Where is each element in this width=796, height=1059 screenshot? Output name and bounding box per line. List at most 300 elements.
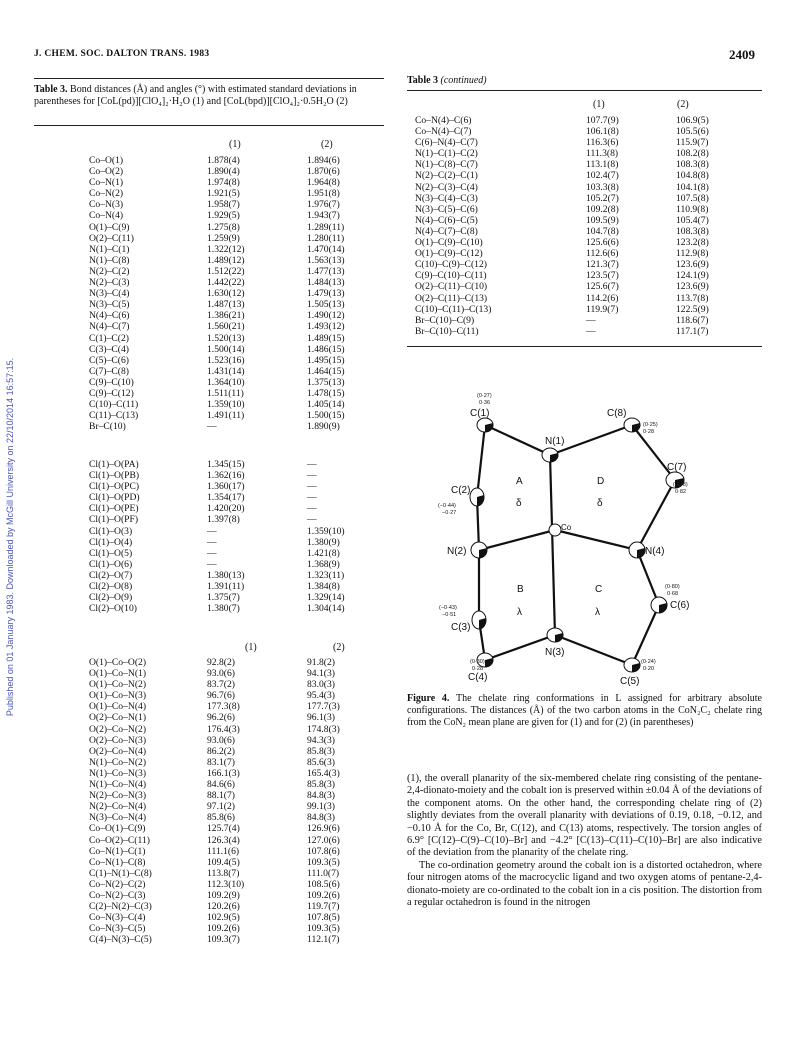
atom-n2-label: N(2): [447, 546, 467, 557]
value-2: 84.8(3): [307, 812, 335, 824]
value-1: 1.420(20): [207, 503, 245, 515]
bond-label: C(2)–N(2)–C(3): [89, 901, 152, 913]
value-2: 1.493(12): [307, 321, 345, 333]
value-2: 1.964(8): [307, 177, 340, 189]
value-1: 125.6(6): [586, 237, 619, 249]
col-header-1: (1): [229, 139, 241, 150]
table-row: [415, 315, 746, 326]
value-2: 107.8(6): [307, 845, 340, 857]
value-2: 117.1(7): [676, 325, 709, 337]
value-1: 109.3(7): [207, 934, 240, 946]
table-row: [89, 812, 377, 823]
table-row: [89, 835, 377, 846]
value-1: 1.512(22): [207, 265, 245, 277]
value-1: 113.8(7): [207, 867, 240, 879]
value-2: 1.563(13): [307, 254, 345, 266]
value-2: 1.421(8): [307, 547, 340, 559]
table-row: [415, 148, 746, 159]
bond-label: N(3)–Co–N(4): [89, 812, 147, 824]
value-2: —: [307, 459, 317, 470]
value-1: 109.2(6): [207, 923, 240, 935]
value-1: 1.442(22): [207, 277, 245, 289]
bond-label: Br–C(10)–C(9): [415, 314, 475, 326]
table-row: [89, 603, 377, 614]
bond-label: Co–O(1)–C(9): [89, 823, 146, 835]
value-2: 85.8(3): [307, 745, 335, 757]
table-row: [415, 304, 746, 315]
figure4-caption: [407, 693, 762, 729]
value-2: 112.9(8): [676, 248, 709, 260]
value-2: 110.9(8): [676, 203, 709, 215]
bond-label: Br–C(10): [89, 421, 126, 433]
bond-label: N(3)–C(5)–C(6): [415, 203, 478, 215]
bond-label: N(2)–C(2)–C(1): [415, 170, 478, 182]
table-row: [89, 492, 377, 503]
value-2: 174.8(3): [307, 723, 340, 735]
table-row: [89, 679, 377, 690]
bond-label: N(1)–C(1)–C(2): [415, 148, 478, 160]
value-2: 119.7(7): [307, 901, 340, 913]
value-2: 1.477(13): [307, 265, 345, 277]
dev-c6-2: (0·80): [665, 584, 680, 590]
bond-label: Cl(1)–O(3): [89, 525, 133, 537]
bond-label: O(1)–Co–N(1): [89, 668, 147, 680]
value-1: 111.3(8): [586, 148, 619, 160]
dev-c4-2: (0·30): [470, 659, 485, 665]
bond-angle-cont-table: [415, 115, 746, 337]
atom-co-label: Co: [561, 523, 572, 532]
value-2: —: [307, 503, 317, 515]
value-2: 109.2(6): [307, 889, 340, 901]
bond-label: N(1)–C(8)–C(7): [415, 159, 478, 171]
bond-label: N(1)–Co–N(4): [89, 779, 147, 791]
value-1: 104.7(8): [586, 225, 619, 237]
value-1: 1.359(10): [207, 399, 245, 411]
table-header-rule: [34, 125, 384, 126]
table-row: [89, 690, 377, 701]
dev-c8-1: 0·28: [643, 429, 655, 435]
bond-label: Co–N(3): [89, 199, 124, 211]
table-row: [89, 570, 377, 581]
cont-col-header-1: (1): [593, 99, 605, 110]
table-row: [89, 288, 377, 299]
table-row: [415, 281, 746, 292]
bond-label: Co–O(2): [89, 166, 124, 178]
bond-label: Co–N(1)–C(8): [89, 856, 146, 868]
bond-label: Co–N(4)–C(7): [415, 126, 472, 138]
value-2: 96.1(3): [307, 712, 335, 724]
bond-label: N(1)–C(8): [89, 254, 130, 266]
bond-label: N(3)–C(4)–C(3): [415, 192, 478, 204]
bond-label: O(1)–C(9)–C(10): [415, 237, 483, 249]
value-2: 1.405(14): [307, 399, 345, 411]
value-1: 1.391(11): [207, 581, 245, 593]
dev-c5-2: (0·24): [641, 659, 656, 665]
value-2: 1.323(11): [307, 569, 345, 581]
table-row: [89, 199, 377, 210]
bond-label: Cl(1)–O(PF): [89, 514, 139, 526]
col-header-2: (2): [321, 139, 333, 150]
value-1: 166.1(3): [207, 767, 240, 779]
table-row: [89, 823, 377, 834]
table3-block1: [89, 155, 377, 432]
table-row: [89, 801, 377, 812]
value-1: 86.2(2): [207, 745, 235, 757]
value-2: 94.1(3): [307, 668, 335, 680]
ring-b-conf: λ: [517, 607, 522, 618]
value-2: 85.8(3): [307, 779, 335, 791]
bond-label: Cl(2)–O(7): [89, 569, 133, 581]
table-row: [89, 548, 377, 559]
dev-c1-2: (0·27): [477, 393, 492, 399]
table-row: [89, 266, 377, 277]
table-row: [89, 481, 377, 492]
table-row: [415, 270, 746, 281]
value-2: 1.304(14): [307, 603, 345, 615]
value-1: 83.1(7): [207, 756, 235, 768]
table-row: [89, 559, 377, 570]
paragraph-1: (1), the overall planarity of the six-membered chelate ring consisting of the pentane-2,4-dionato-moiety and the cobalt ion is preserved within ±0.04 Å of the deviations of the component atoms. On the other hand, the corresponding chelate ring of (2) slightly deviates from the overall planarity with deviations of 0.19, 0.18, −0.12, and −0.10 Å for the Co, Br, C(12), and C(13) atoms, respectively. The torsion angles of 6.9° [C(12)–C(9)–C(10)–Br] and −4.2° [C(13)–C(11)–C(10)–Br] are also indicative of the deviation from the planarity of the chelate ring.: [407, 773, 762, 859]
bond-label: N(4)–C(6): [89, 310, 130, 322]
value-2: 1.380(9): [307, 536, 340, 548]
table-row: [415, 237, 746, 248]
table-row: [89, 503, 377, 514]
table-row: [89, 790, 377, 801]
table-row: [89, 299, 377, 310]
value-2: 109.3(5): [307, 923, 340, 935]
value-2: 1.495(15): [307, 354, 345, 366]
value-2: 1.505(13): [307, 299, 345, 311]
dev-c7-1: 0·82: [675, 489, 687, 495]
table-row: [89, 366, 377, 377]
value-2: —: [307, 492, 317, 504]
bond-angle-table: [89, 657, 377, 945]
value-2: 1.280(11): [307, 232, 345, 244]
table3-block3: [89, 657, 377, 945]
bond-label: O(1)–Co–N(3): [89, 690, 147, 702]
value-2: 1.976(7): [307, 199, 340, 211]
bond-label: N(2)–Co–N(4): [89, 801, 147, 813]
value-1: 126.3(4): [207, 834, 240, 846]
value-1: 1.500(14): [207, 343, 245, 355]
ring-c-label: C: [595, 584, 603, 595]
ring-b-label: B: [517, 584, 524, 595]
atom-n1-label: N(1): [545, 436, 565, 447]
perchlorate-distance-table: [89, 459, 377, 614]
bond-label: N(3)–C(5): [89, 299, 130, 311]
table-row: [89, 377, 377, 388]
value-1: 1.491(11): [207, 410, 245, 422]
ring-d-conf: δ: [597, 498, 603, 509]
table-row: [89, 757, 377, 768]
table-row: [89, 701, 377, 712]
table-row: [415, 259, 746, 270]
value-1: 112.6(6): [586, 248, 619, 260]
table-row: [415, 159, 746, 170]
atom-c7-label: C(7): [667, 462, 687, 473]
bond-label: N(2)–Co–N(3): [89, 790, 147, 802]
value-1: 111.1(6): [207, 845, 240, 857]
table-row: [89, 879, 377, 890]
atom-n3-label: N(3): [545, 647, 565, 658]
value-2: 99.1(3): [307, 801, 335, 813]
value-1: 103.3(8): [586, 181, 619, 193]
value-2: 83.0(3): [307, 679, 335, 691]
bond-label: Cl(1)–O(PA): [89, 459, 139, 470]
table-row: [415, 170, 746, 181]
bond-label: N(4)–C(6)–C(5): [415, 214, 478, 226]
value-1: 1.364(10): [207, 376, 245, 388]
bond-label: O(2)–Co–N(1): [89, 712, 147, 724]
table-row: [89, 210, 377, 221]
value-1: 123.5(7): [586, 270, 619, 282]
value-1: 113.1(8): [586, 159, 619, 171]
table-row: [415, 126, 746, 137]
bond-distance-table: [89, 155, 377, 432]
value-2: 105.4(7): [676, 214, 709, 226]
value-1: 105.2(7): [586, 192, 619, 204]
value-1: 96.2(6): [207, 712, 235, 724]
table-row: [89, 344, 377, 355]
table-row: [89, 526, 377, 537]
table-row: [415, 204, 746, 215]
bond-label: Co–N(2)–C(2): [89, 878, 146, 890]
table3-block2: [89, 459, 377, 614]
bond-label: Co–N(4): [89, 210, 124, 222]
value-2: 1.894(6): [307, 155, 340, 166]
value-2: 1.484(13): [307, 277, 345, 289]
value-1: —: [207, 547, 217, 559]
bond-label: N(1)–Co–N(2): [89, 756, 147, 768]
value-1: 1.511(11): [207, 387, 244, 399]
bond-label: N(4)–C(7): [89, 321, 130, 333]
cont-col-header-2: (2): [677, 99, 689, 110]
col-header-1b: (1): [245, 642, 257, 653]
table-row: [89, 470, 377, 481]
table-row: [415, 193, 746, 204]
value-1: 1.487(13): [207, 299, 245, 311]
value-2: 122.5(9): [676, 303, 709, 315]
value-1: 85.8(6): [207, 812, 235, 824]
bond-label: N(2)–C(3): [89, 277, 130, 289]
figure4-caption-label: Figure 4.: [407, 693, 450, 704]
atom-c1-label: C(1): [470, 408, 490, 419]
bond-label: Co–N(3)–C(5): [89, 923, 146, 935]
table-row: [415, 115, 746, 126]
value-1: 1.380(13): [207, 569, 245, 581]
bond-label: C(4)–N(3)–C(5): [89, 934, 152, 946]
value-2: 1.470(14): [307, 243, 345, 255]
bond-label: O(2)–C(11): [89, 232, 134, 244]
value-2: 104.1(8): [676, 181, 709, 193]
bond-label: C(1)–N(1)–C(8): [89, 867, 152, 879]
value-1: 1.259(9): [207, 232, 240, 244]
atom-c6-label: C(6): [670, 600, 690, 611]
table-row: [89, 581, 377, 592]
table-row: [89, 768, 377, 779]
value-1: 109.5(9): [586, 214, 619, 226]
table-row: [89, 901, 377, 912]
value-1: 1.345(15): [207, 459, 245, 470]
bond-label: C(11)–C(13): [89, 410, 139, 422]
ring-d-label: D: [597, 476, 605, 487]
bond-label: O(2)–C(11)–C(10): [415, 281, 488, 293]
value-1: 120.2(6): [207, 901, 240, 913]
ring-a-conf: δ: [516, 498, 522, 509]
value-2: —: [307, 514, 317, 526]
value-1: 1.523(16): [207, 354, 245, 366]
value-2: 106.9(5): [676, 115, 709, 126]
table-row: [89, 421, 377, 432]
value-2: 107.8(5): [307, 912, 340, 924]
table-row: [89, 934, 377, 945]
value-1: 1.921(5): [207, 188, 240, 200]
cont-bottom-rule: [407, 346, 762, 347]
value-2: 1.375(13): [307, 376, 345, 388]
paragraph-2: The co-ordination geometry around the cobalt ion is a distorted octahedron, where four nitrogen atoms of the macrocyclic ligand and two oxygen atoms of pentane-2,4-dionato-moiety are co-ordinated to the cobalt ion in a cis position. The distortion from a regular octahedron is found in the nitrogen: [407, 859, 762, 909]
value-1: 114.2(6): [586, 292, 619, 304]
bond-label: Cl(1)–O(PD): [89, 492, 140, 504]
bond-label: Co–O(1): [89, 155, 124, 166]
value-1: 1.380(7): [207, 603, 240, 615]
value-2: 124.1(9): [676, 270, 709, 282]
bond-label: C(9)–C(10)–C(11): [415, 270, 487, 282]
table-row: [89, 388, 377, 399]
value-2: 1.870(6): [307, 166, 340, 178]
bond-label: O(1)–C(9): [89, 221, 130, 233]
value-2: 1.951(8): [307, 188, 340, 200]
value-2: 1.500(15): [307, 410, 345, 422]
table3-cont-block: [415, 115, 746, 337]
table-row: [89, 459, 377, 470]
table3-caption: [34, 84, 384, 108]
value-2: 118.6(7): [676, 314, 709, 326]
value-1: 102.4(7): [586, 170, 619, 182]
value-1: 97.1(2): [207, 801, 235, 813]
value-1: 176.4(3): [207, 723, 240, 735]
value-2: 105.5(6): [676, 126, 709, 138]
table3-cont-label: Table 3: [407, 75, 439, 86]
value-1: —: [586, 314, 596, 326]
download-notice-text: Published on 01 January 1983. Downloaded by McGill University on 22/10/2014 16:57:15.: [5, 357, 15, 717]
atom-c2-label: C(2): [451, 485, 471, 496]
bond-label: C(1)–C(2): [89, 332, 129, 344]
bond-label: O(1)–C(9)–C(12): [415, 248, 483, 260]
table3-caption-label: Table 3.: [34, 84, 68, 95]
value-1: —: [207, 421, 217, 433]
table3-caption-text: Bond distances (Å) and angles (°) with estimated standard deviations in parentheses for [CoL(pd)][ClO₄]₂·H₂O (1) and [CoL(bpd)][ClO₄]₂·0.5H₂O (2): [34, 84, 357, 107]
table-row: [89, 857, 377, 868]
value-1: 1.275(8): [207, 221, 240, 233]
page-number: 2409: [729, 47, 755, 62]
dev-c8-2: (0·25): [643, 422, 658, 428]
table-row: [89, 310, 377, 321]
value-1: —: [207, 536, 217, 548]
value-2: 1.489(15): [307, 332, 345, 344]
table-row: [89, 657, 377, 668]
table-row: [89, 355, 377, 366]
value-2: —: [307, 481, 317, 493]
value-1: —: [207, 525, 217, 537]
value-1: 1.520(13): [207, 332, 245, 344]
value-1: 1.360(17): [207, 481, 245, 493]
bond-label: C(7)–C(8): [89, 365, 129, 377]
value-1: 1.362(16): [207, 470, 245, 482]
running-header: J. CHEM. SOC. DALTON TRANS. 1983: [34, 49, 210, 59]
value-2: 112.1(7): [307, 934, 340, 946]
value-2: 1.289(11): [307, 221, 345, 233]
dev-c3-2: (−0·43): [439, 605, 457, 611]
bond-label: O(1)–Co–N(4): [89, 701, 147, 713]
ring-c-conf: λ: [595, 607, 600, 618]
table-row: [89, 222, 377, 233]
bond-label: Co–N(1)–C(1): [89, 845, 146, 857]
table-row: [415, 215, 746, 226]
bond-label: C(10)–C(9)–C(12): [415, 259, 487, 271]
value-1: 1.890(4): [207, 166, 240, 178]
value-2: 1.486(15): [307, 343, 345, 355]
download-notice: [2, 240, 16, 840]
bond-label: O(1)–Co–O(2): [89, 657, 147, 668]
value-1: 1.397(8): [207, 514, 240, 526]
bond-label: Cl(2)–O(9): [89, 592, 133, 604]
table-row: [89, 177, 377, 188]
figure4-caption-text: The chelate ring conformations in L assigned for arbitrary absolute configurations. The distances (Å) of the two carbon atoms in the CoN₂C₂ chelate ring from the CoN₂ mean plane are given for (1) and for (2) (in parentheses): [407, 693, 762, 728]
value-2: 111.0(7): [307, 867, 340, 879]
value-2: 115.9(7): [676, 137, 709, 149]
value-1: 92.8(2): [207, 657, 235, 668]
value-2: 94.3(3): [307, 734, 335, 746]
bond-label: N(1)–Co–N(3): [89, 767, 147, 779]
value-2: 85.6(3): [307, 756, 335, 768]
bond-label: C(10)–C(11): [89, 399, 139, 411]
value-1: 177.3(8): [207, 701, 240, 713]
value-1: 125.7(4): [207, 823, 240, 835]
table-row: [89, 399, 377, 410]
value-2: 123.6(9): [676, 281, 709, 293]
dev-c2-2: (−0·44): [438, 503, 456, 509]
bond-label: N(2)–C(3)–C(4): [415, 181, 478, 193]
bond-label: C(10)–C(11)–C(13): [415, 303, 492, 315]
value-1: —: [586, 325, 596, 337]
value-1: 93.0(6): [207, 734, 235, 746]
value-1: 121.3(7): [586, 259, 619, 271]
value-2: 95.4(3): [307, 690, 335, 702]
table-row: [89, 779, 377, 790]
bond-label: Co–N(2): [89, 188, 124, 200]
atom-c4-label: C(4): [468, 672, 488, 683]
table-row: [89, 890, 377, 901]
atom-c8-label: C(8): [607, 408, 627, 419]
value-2: 108.2(8): [676, 148, 709, 160]
value-1: 107.7(9): [586, 115, 619, 126]
dev-c5-1: 0·20: [643, 666, 655, 672]
value-1: 1.560(21): [207, 321, 245, 333]
value-2: 104.8(8): [676, 170, 709, 182]
value-2: 1.943(7): [307, 210, 340, 222]
bond-label: N(2)–C(2): [89, 265, 130, 277]
value-2: 1.368(9): [307, 558, 340, 570]
bond-label: Cl(2)–O(8): [89, 581, 133, 593]
bond-label: Cl(1)–O(PC): [89, 481, 140, 493]
value-2: 1.359(10): [307, 525, 345, 537]
value-1: 96.7(6): [207, 690, 235, 702]
value-1: 109.4(5): [207, 856, 240, 868]
value-1: 119.9(7): [586, 303, 619, 315]
bond-label: C(9)–C(12): [89, 387, 134, 399]
table-row: [89, 668, 377, 679]
table-row: [89, 244, 377, 255]
